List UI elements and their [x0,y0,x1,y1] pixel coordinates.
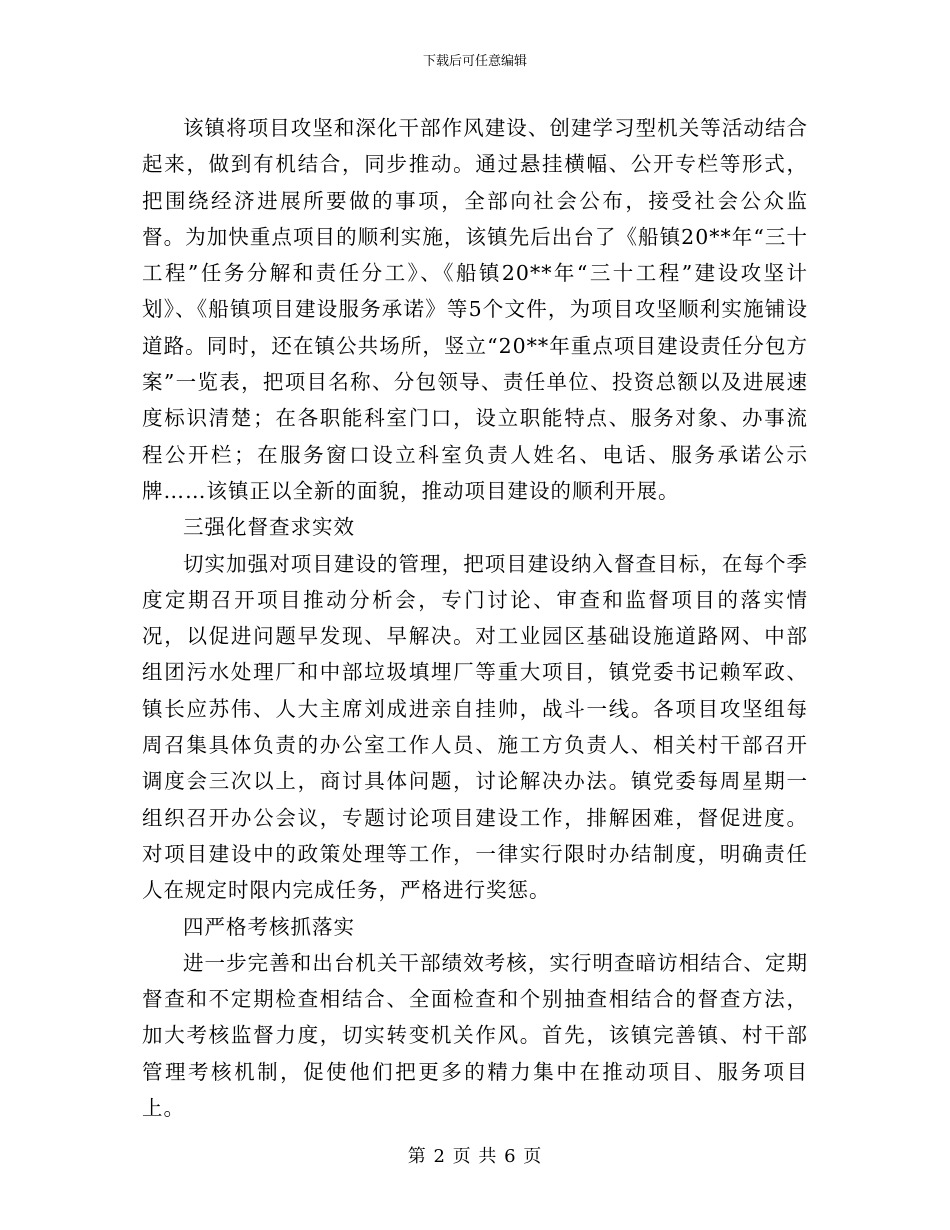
page-header: 下载后可任意编辑 [422,54,527,69]
page-number-footer: 第 2 页 共 6 页 [407,1146,543,1167]
paragraph: 进一步完善和出台机关干部绩效考核，实行明查暗访相结合、定期督查和不定期检查相结合、全面检查和个别抽查相结合的督查方法，加大考核监督力度，切实转变机关作风。首先，该镇完善镇、村干部管理考核机制，促使他们把更多的精力集中在推动项目、服务项目上。 [142,950,808,1121]
section-heading: 三强化督查求实效 [183,515,355,540]
document-body [142,110,808,1126]
paragraph: 切实加强对项目建设的管理，把项目建设纳入督查目标，在每个季度定期召开项目推动分析会，专门讨论、审查和监督项目的落实情况，以促进问题早发现、早解决。对工业园区基础设施道路网、中部组团污水处理厂和中部垃圾填埋厂等重大项目，镇党委书记赖军政、镇长应苏伟、人大主席刘成进亲自挂帅，战斗一线。各项目攻坚组每周召集具体负责的办公室工作人员、施工方负责人、相关村干部召开调度会三次以上，商讨具体问题，讨论解决办法。镇党委每周星期一组织召开办公会议，专题讨论项目建设工作，排解困难，督促进度。对项目建设中的政策处理等工作，一律实行限时办结制度，明确责任人在规定时限内完成任务，严格进行奖惩。 [142,551,808,903]
paragraph: 该镇将项目攻坚和深化干部作风建设、创建学习型机关等活动结合起来，做到有机结合，同步推动。通过悬挂横幅、公开专栏等形式，把围绕经济进展所要做的事项，全部向社会公布，接受社会公众监督。为加快重点项目的顺利实施，该镇先后出台了《船镇20**年“三十工程”任务分解和责任分工》、《船镇20**年“三十工程”建设攻坚计划》、《船镇项目建设服务承诺》等5个文件，为项目攻坚顺利实施铺设道路。同时，还在镇公共场所，竖立“20**年重点项目建设责任分包方案”一览表，把项目名称、分包领导、责任单位、投资总额以及进展速度标识清楚；在各职能科室门口，设立职能特点、服务对象、办事流程公开栏；在服务窗口设立科室负责人姓名、电话、服务承诺公示牌……该镇正以全新的面貌，推动项目建设的顺利开展。 [142,116,808,503]
section-heading: 四严格考核抓落实 [183,914,355,939]
